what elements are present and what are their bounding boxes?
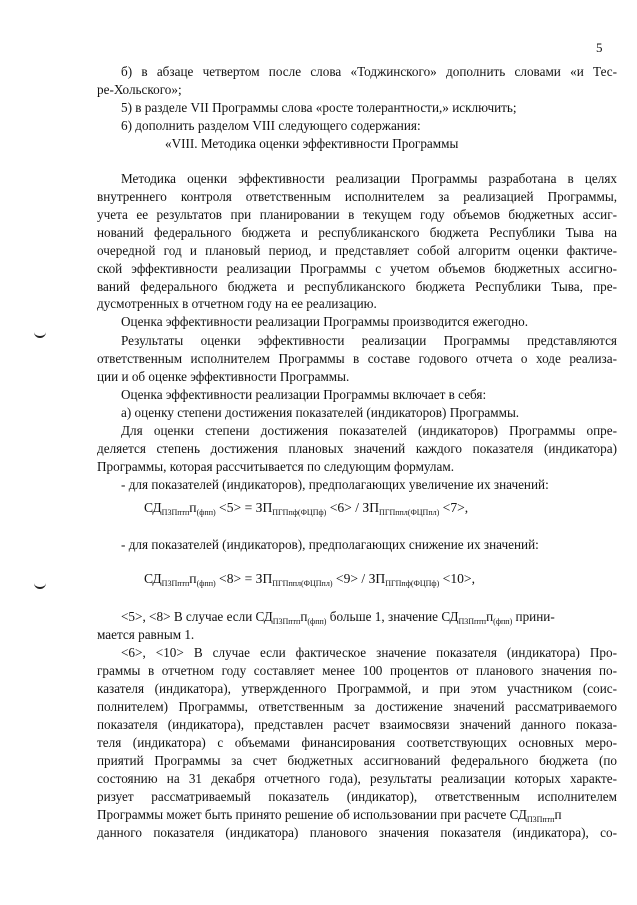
page-number: 5 [596,40,603,55]
note2-line4: полнителем) Программы, ответственным за достижение значений рассматриваемого [97,699,617,714]
para3-line2: ответственным исполнителем Программы в составе годового отчета о ходе реализа- [97,351,617,366]
note2-line8: состоянию на 31 декабря отчетного года), результаты реализации которых характе- [97,771,617,786]
note2-line3: казателя (индикатора), утвержденного Программой, и при этом участником (соис- [97,681,617,696]
para2: Оценка эффективности реализации Программы производится ежегодно. [121,314,529,329]
item-b-line1: б) в абзаце четвертом после слова «Тоджинского» дополнить словами «и Тес- [121,64,617,79]
para6-line3: Программы, которая рассчитывается по следующим формулам. [97,459,455,474]
formula-increase: $СД_{П3Пптп}п_{(фпп)} <5> = ЗП_{ПГПпф(ФЦПф)} <6> / ЗП_{ПГПппл(ФЦПпл)} <7>$, [144,500,469,517]
para3-line3: ции и об оценке эффективности Программы. [97,369,350,384]
margin-mark [34,330,46,338]
note2-line5: показателя (индикатора), представлен расчет взаимосвязи значений данного показа- [97,717,617,732]
item-6: 6) дополнить разделом VIII следующего содержания: [121,118,421,133]
note2-line1: <6>, <10> В случае если фактическое значение показателя (индикатора) Про- [121,645,617,660]
para4: Оценка эффективности реализации Программы включает в себя: [121,387,487,402]
para6-line1: Для оценки степени достижения показателей (индикаторов) Программы опре- [121,423,617,438]
para1-line7: ваний федерального бюджета и республиканского бюджета Республики Тыва, пре- [97,279,617,294]
para1-line1: Методика оценки эффективности реализации Программы разработана в целях [121,171,617,186]
item-b-line2: ре-Хольского»; [97,82,182,97]
note1-line2: мается равным 1. [97,627,195,642]
note2-line6: теля (индикатора) с объемами финансирования соответствующих основных меро- [97,735,617,750]
para1-line6: ской эффективности реализации Программы с учетом объемов бюджетных ассигно- [97,261,617,276]
item-5: 5) в разделе VII Программы слова «росте толерантности,» исключить; [121,100,517,115]
para1-line3: учета ее результатов при планировании в текущем году объемов бюджетных ассиг- [97,207,617,222]
margin-mark [34,581,46,589]
note1-line1: <5>, <8> В случае если $СД_{П3Пптп}п_{(фпп)}$ больше 1, значение $СД_{П3Пптп}п_{(фпп)}$ прини- [121,609,555,626]
note2-line2: граммы в отчетном году составляет менее 100 процентов от планового значения по- [97,663,617,678]
para5: а) оценку степени достижения показателей (индикаторов) Программы. [121,405,520,420]
note2-line9: ризует рассматриваемый показатель (индикатор), ответственным исполнителем [97,789,617,804]
para1-line8: дусмотренных в отчетном году на ее реализацию. [97,296,377,311]
para3-line1: Результаты оценки эффективности реализации Программы представляются [121,333,617,348]
increase-intro: - для показателей (индикаторов), предполагающих увеличение их значений: [121,477,549,492]
para1-line4: нований федерального бюджета и республиканского бюджета Республики Тыва на [97,225,617,240]
note2-line10: Программы может быть принято решение об использовании при расчете $СД_{П3Пптп}п$ [97,807,562,824]
para1-line5: очередной год и плановый период, и представляет собой алгоритм оценки фактиче- [97,243,617,258]
para6-line2: деляется степень достижения плановых значений каждого показателя (индикатора) [97,441,617,456]
note2-line11: данного показателя (индикатора) планового значения показателя (индикатора), со- [97,825,617,840]
para1-line2: внутреннего контроля ответственным исполнителем за реализацией Программы, [97,189,617,204]
decrease-intro: - для показателей (индикаторов), предполагающих снижение их значений: [121,537,539,552]
formula-decrease: $СД_{П3Пптп}п_{(фпп)} <8> = ЗП_{ПГПппл(ФЦПпл)} <9> / ЗП_{ПГПпф(ФЦПф)} <10>$, [144,571,475,588]
section-title: «VIII. Методика оценки эффективности Программы [165,136,459,151]
note2-line7: приятий Программы за счет бюджетных ассигнований федерального бюджета (по [97,753,617,768]
